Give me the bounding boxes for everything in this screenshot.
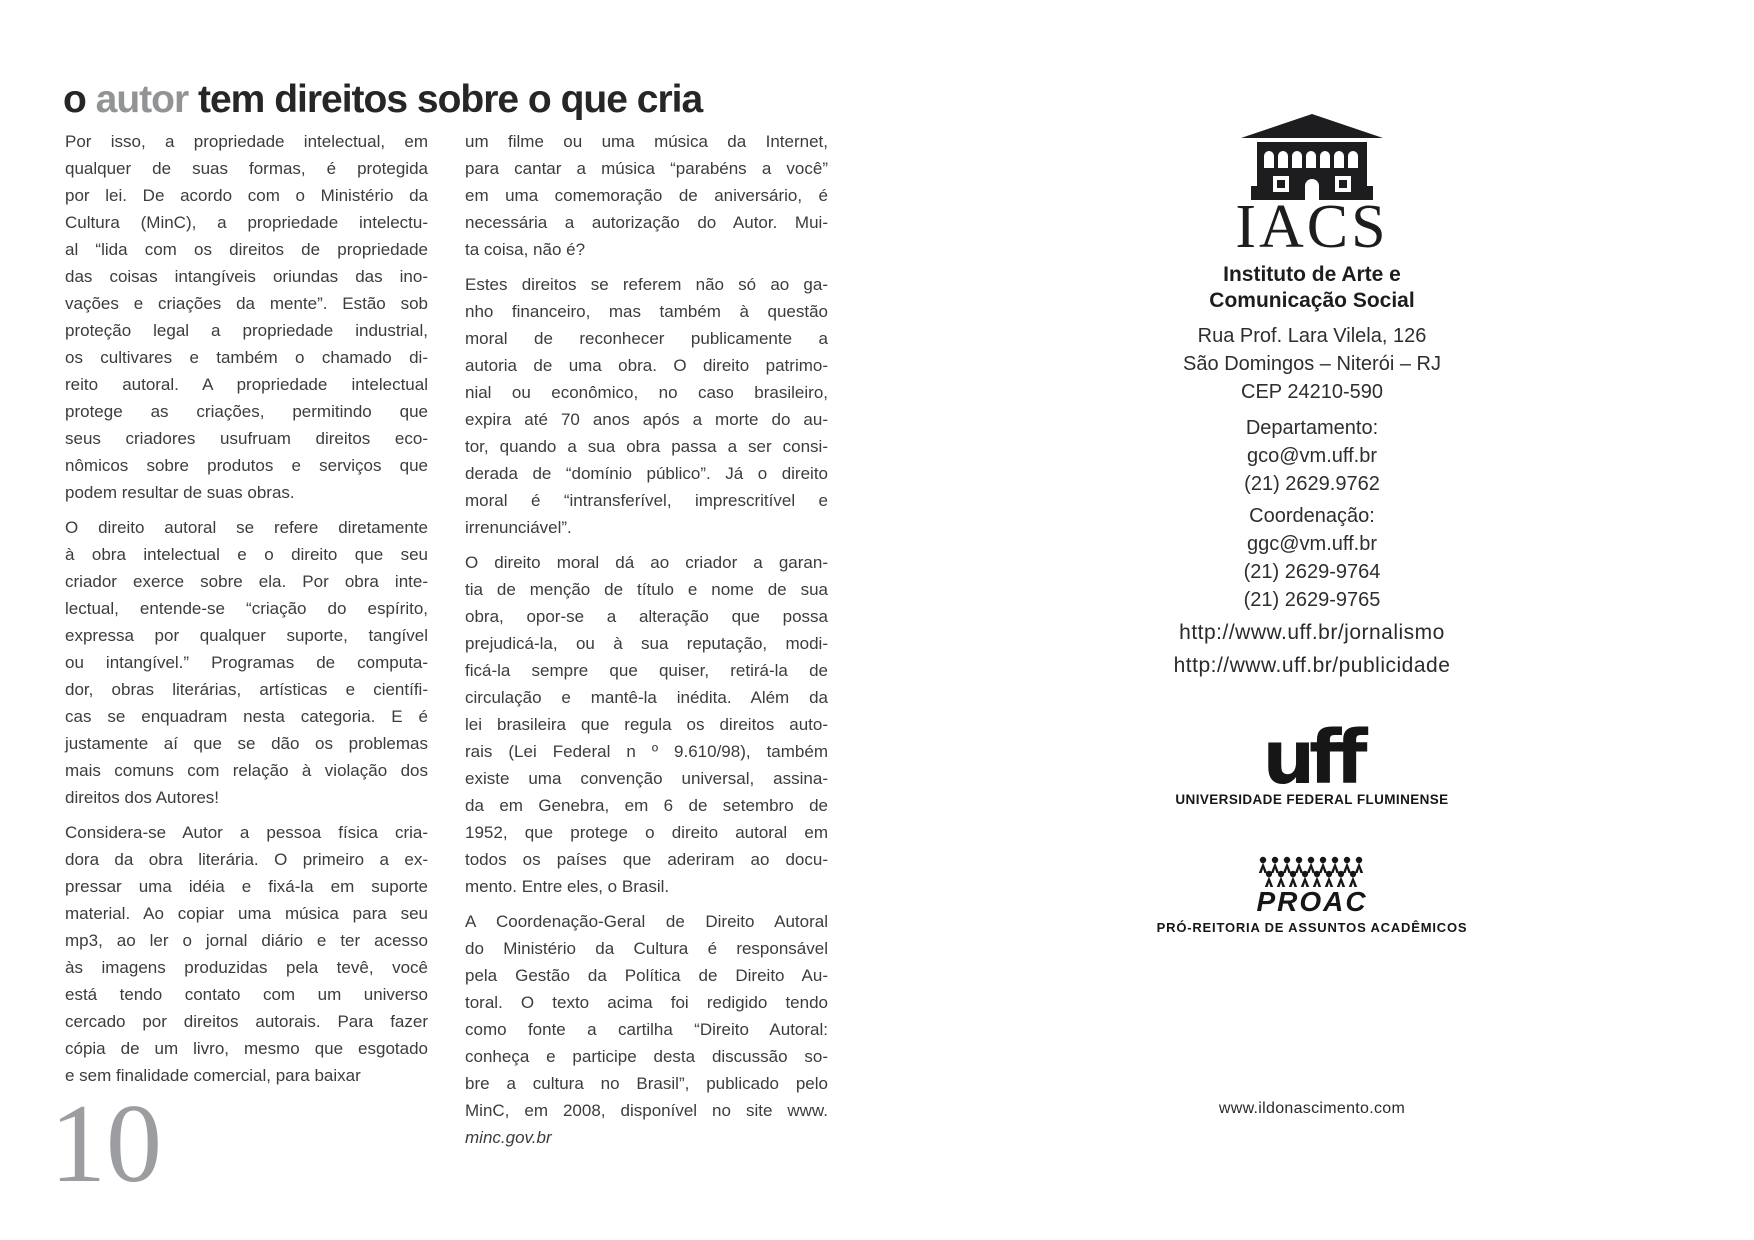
text-line: em uma comemoração de aniversário, é	[465, 186, 828, 205]
text-line: circulação e mantê-la inédita. Além da	[465, 688, 828, 707]
institute-urls	[1132, 616, 1492, 682]
text-line: protege as criações, permitindo que	[65, 402, 428, 421]
text-line: bre a cultura no Brasil”, publicado pelo	[465, 1074, 828, 1093]
text-line: existe uma convenção universal, assina-	[465, 769, 828, 788]
text-line: reito autoral. A propriedade intelectual	[65, 375, 428, 394]
text-line: ficá-la sempre que quiser, retirá-la de	[465, 661, 828, 680]
uff-logo: uff	[1262, 715, 1362, 801]
institute-name-line-2: Comunicação Social	[1209, 289, 1415, 312]
text-line: irrenunciável”.	[465, 518, 572, 537]
department-email: gco@vm.uff.br	[1247, 445, 1377, 467]
address-city: São Domingos – Niterói – RJ	[1183, 353, 1441, 375]
text-line: necessária a autorização do Autor. Mui-	[465, 213, 828, 232]
text-line: da em Genebra, em 6 de setembro de	[465, 796, 828, 815]
text-line: dor, obras literárias, artísticas e científi-	[65, 680, 428, 699]
text-line: derada de “domínio público”. Já o direito	[465, 464, 828, 483]
text-line: Considera-se Autor a pessoa física cria-	[65, 823, 428, 842]
institute-name	[1132, 262, 1492, 314]
text-line: mais comuns com relação à violação dos	[65, 761, 428, 780]
title-part-2: tem direitos sobre o que cria	[188, 78, 703, 122]
text-line: cópia de um livro, mesmo que esgotado	[65, 1039, 428, 1058]
proac-logo-block	[1132, 856, 1492, 935]
text-line: nômicos sobre produtos e serviços que	[65, 456, 428, 475]
title-part-1: o	[63, 78, 96, 122]
text-line: cercado por direitos autorais. Para fazer	[65, 1012, 428, 1031]
coordination-label: Coordenação:	[1249, 505, 1375, 527]
text-line: 1952, que protege o direito autoral em	[465, 823, 828, 842]
paragraph	[465, 128, 828, 263]
article-column-1	[65, 128, 428, 1097]
text-line: às imagens produzidas pela tevê, você	[65, 958, 428, 977]
text-line: O direito moral dá ao criador a garan-	[465, 553, 828, 572]
text-line: proteção legal a propriedade industrial,	[65, 321, 428, 340]
text-line: justamente aí que se dão os problemas	[65, 734, 428, 753]
coordination-email: ggc@vm.uff.br	[1247, 533, 1377, 555]
text-line: lei brasileira que regula os direitos auto-	[465, 715, 828, 734]
text-line: como fonte a cartilha “Direito Autoral:	[465, 1020, 828, 1039]
text-line: rais (Lei Federal n º 9.610/98), também	[465, 742, 828, 761]
page-number: 10	[50, 1082, 162, 1206]
text-line: O direito autoral se refere diretamente	[65, 518, 428, 537]
text-line: todos os países que aderiram ao docu-	[465, 850, 828, 869]
institute-name-line-1: Instituto de Arte e	[1223, 263, 1401, 286]
journalism-url: http://www.uff.br/jornalismo	[1179, 621, 1445, 644]
text-line: por lei. De acordo com o Ministério da	[65, 186, 428, 205]
text-line: criador exerce sobre ela. Por obra inte-	[65, 572, 428, 591]
text-line: do Ministério da Cultura é responsável	[465, 939, 828, 958]
text-line: autoria de uma obra. O direito patrimo-	[465, 356, 828, 375]
paragraph	[465, 549, 828, 900]
text-line: Estes direitos se referem não só ao ga-	[465, 275, 828, 294]
paragraph	[465, 908, 828, 1151]
department-contact	[1132, 414, 1492, 498]
text-line: tor, quando a sua obra passa a ser consi-	[465, 437, 828, 456]
text-line: prejudicá-la, ou à sua reputação, modi-	[465, 634, 828, 653]
title-highlight-word: autor	[95, 78, 189, 122]
text-line: pressar uma idéia e fixá-la em suporte	[65, 877, 428, 896]
text-line: toral. O texto acima foi redigido tendo	[465, 993, 828, 1012]
proac-caption: PRÓ-REITORIA DE ASSUNTOS ACADÊMICOS	[1156, 920, 1468, 935]
paragraph	[65, 819, 428, 1089]
text-line: qualquer de suas formas, é protegida	[65, 159, 428, 178]
text-line: Por isso, a propriedade intelectual, em	[65, 132, 428, 151]
proac-wordmark: PROAC	[1256, 886, 1368, 917]
text-line: cas se enquadram nesta categoria. E é	[65, 707, 428, 726]
text-line: al “lida com os direitos de propriedade	[65, 240, 428, 259]
department-phone: (21) 2629.9762	[1244, 473, 1380, 495]
text-line: pela Gestão da Política de Direito Au-	[465, 966, 828, 985]
text-line: dora da obra literária. O primeiro a ex-	[65, 850, 428, 869]
text-line: moral de reconhecer publicamente a	[465, 329, 828, 348]
coordination-phone-2: (21) 2629-9765	[1243, 589, 1381, 611]
text-line: vações e criações da mente”. Estão sob	[65, 294, 428, 313]
studio-website: www.ildonascimento.com	[1218, 1100, 1406, 1117]
address-street: Rua Prof. Lara Vilela, 126	[1197, 325, 1427, 347]
text-line: ou intangível.” Programas de computa-	[65, 653, 428, 672]
text-line: A Coordenação-Geral de Direito Autoral	[465, 912, 828, 931]
coordination-contact	[1132, 502, 1492, 614]
uff-caption: UNIVERSIDADE FEDERAL FLUMINENSE	[1175, 792, 1449, 807]
text-line: mento. Entre eles, o Brasil.	[465, 877, 670, 896]
text-line: mp3, ao ler o jornal diário e ter acesso	[65, 931, 428, 950]
uff-logo-block	[1132, 715, 1492, 807]
iacs-building-icon	[1132, 108, 1492, 204]
text-line: para cantar a música “parabéns a você”	[465, 159, 828, 178]
text-line: podem resultar de suas obras.	[65, 483, 295, 502]
text-line: minc.gov.br	[465, 1128, 552, 1147]
coordination-phone-1: (21) 2629-9764	[1243, 561, 1381, 583]
iacs-wordmark: IACS	[1235, 193, 1389, 261]
text-line: os cultivares e também o chamado di-	[65, 348, 428, 367]
publicity-url: http://www.uff.br/publicidade	[1173, 654, 1451, 677]
paragraph	[65, 514, 428, 811]
text-line: lectual, entende-se “criação do espírito,	[65, 599, 428, 618]
page-title	[63, 78, 702, 122]
text-line: está tendo contato com um universo	[65, 985, 428, 1004]
text-line: Cultura (MinC), a propriedade intelectu-	[65, 213, 428, 232]
text-line: material. Ao copiar uma música para seu	[65, 904, 428, 923]
department-label: Departamento:	[1245, 417, 1379, 439]
text-line: conheça e participe desta discussão so-	[465, 1047, 828, 1066]
text-line: moral é “intransferível, imprescritível e	[465, 491, 828, 510]
text-line: expressa por qualquer suporte, tangível	[65, 626, 428, 645]
institute-address	[1132, 322, 1492, 406]
text-line: seus criadores usufruam direitos eco-	[65, 429, 428, 448]
text-line: obra, opor-se a alteração que possa	[465, 607, 828, 626]
article-column-2	[465, 128, 828, 1159]
paragraph	[465, 271, 828, 541]
address-cep: CEP 24210-590	[1241, 381, 1383, 403]
text-line: e sem finalidade comercial, para baixar	[65, 1066, 361, 1085]
text-line: ta coisa, não é?	[465, 240, 586, 259]
text-line: direitos dos Autores!	[65, 788, 220, 807]
text-line: expira até 70 anos após a morte do au-	[465, 410, 828, 429]
paragraph	[65, 128, 428, 506]
text-line: um filme ou uma música da Internet,	[465, 132, 828, 151]
text-line: à obra intelectual e o direito que seu	[65, 545, 428, 564]
text-line: tia de menção de título e nome de sua	[465, 580, 828, 599]
text-line: MinC, em 2008, disponível no site www.	[465, 1101, 828, 1120]
text-line: nho financeiro, mas também à questão	[465, 302, 828, 321]
text-line: das coisas intangíveis oriundas das ino-	[65, 267, 428, 286]
text-line: nial ou econômico, no caso brasileiro,	[465, 383, 828, 402]
